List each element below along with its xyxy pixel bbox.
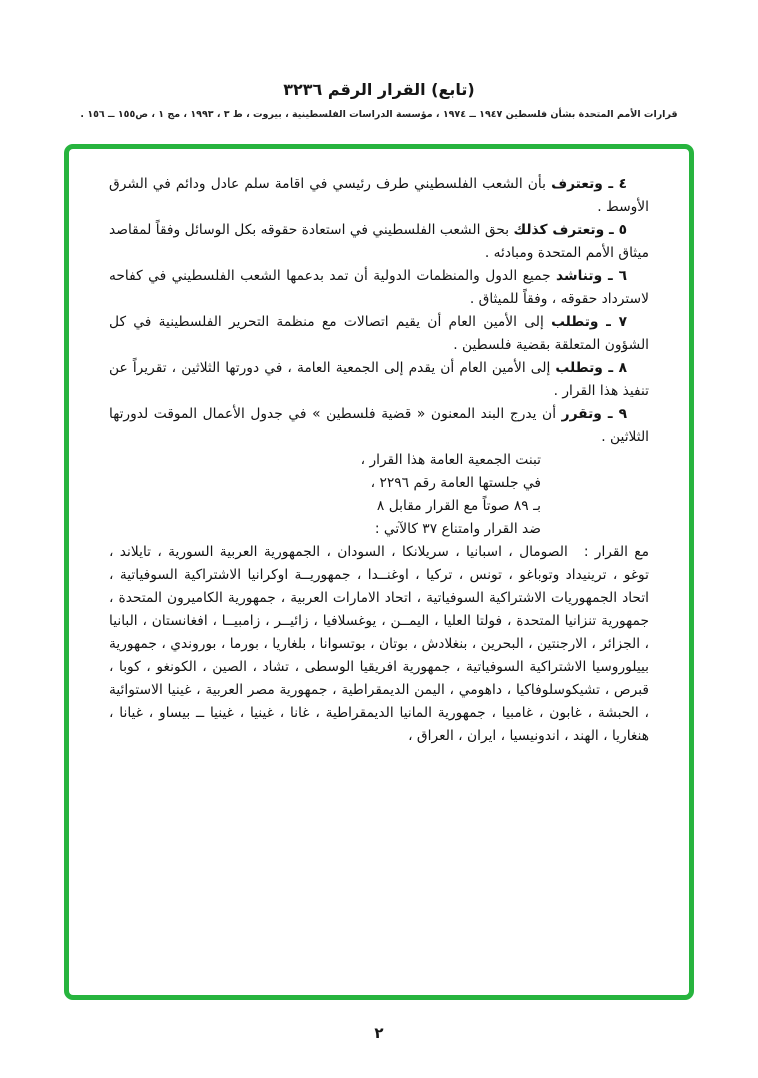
adoption-line-1: تبنت الجمعية العامة هذا القرار ، (360, 452, 541, 468)
resolution-body (109, 173, 649, 748)
paragraph-4-text: بأن الشعب الفلسطيني طرف رئيسي في اقامة سلم عادل ودائم في الشرق الأوسط . (109, 176, 649, 215)
adoption-line-3: بـ ٨٩ صوتاً مع القرار مقابل ٨ (376, 498, 541, 514)
document-header (0, 0, 758, 120)
paragraph-9 (109, 403, 649, 449)
resolution-title: (تابع) القرار الرقم ٣٢٣٦ (283, 80, 475, 99)
paragraph-5-text: بحق الشعب الفلسطيني في استعادة حقوقه بكل الوسائل وفقاً لمقاصد ميثاق الأمم المتحدة ومبادئه . (109, 222, 649, 261)
paragraph-9-lead: ٩ ـ وتقرر (561, 406, 627, 422)
paragraph-4-lead: ٤ ـ وتعترف (551, 176, 628, 192)
paragraph-8 (109, 357, 649, 403)
paragraph-6-lead: ٦ ـ وتناشد (556, 268, 627, 284)
page-number: ٢ (374, 1024, 384, 1042)
citation-line: قرارات الأمم المتحدة بشأن فلسطين ١٩٤٧ ــ ١٩٧٤ ، مؤسسة الدراسات الفلسطينية ، بيروت ، ط ٣ ، ١٩٩٣ ، مج ١ ، ص١٥٥ ــ ١٥٦ . (80, 109, 678, 120)
paragraph-4 (109, 173, 649, 219)
adoption-block (109, 449, 541, 541)
paragraph-8-lead: ٨ ـ وتطلب (555, 360, 627, 376)
paragraph-6 (109, 265, 649, 311)
paragraph-7-lead: ٧ ـ وتطلب (551, 314, 627, 330)
vote-paragraph (109, 541, 649, 748)
green-content-frame (64, 144, 694, 1000)
vote-label: مع القرار : (583, 544, 649, 560)
paragraph-8-text: إلى الأمين العام أن يقدم إلى الجمعية العامة ، في دورتها الثلاثين ، تقريراً عن تنفيذ هذا القرار . (109, 360, 649, 399)
adoption-line-4: ضد القرار وامتناع ٣٧ كالآتي : (374, 521, 541, 537)
adoption-line-2: في جلستها العامة رقم ٢٢٩٦ ، (370, 475, 541, 491)
paragraph-7-text: إلى الأمين العام أن يقيم اتصالات مع منظمة التحرير الفلسطينية في كل الشؤون المتعلقة بقضية فلسطين . (109, 314, 649, 353)
vote-countries: الصومال ، اسبانيا ، سريلانكا ، السودان ، الجمهورية العربية السورية ، تايلاند ، توغو ، ترينيداد وتوباغو ، تونس ، تركيا ، اوغنــدا ، جمهوريــة اوكرانيا الاشتراكية السوفياتية ، اتحاد الجمهوريات الاشتراكية السوفياتية ، اتحاد الامارات العربية ، جمهورية الكاميرون المتحدة ، جمهورية تنزانيا المتحدة ، فولتا العليا ، اليمــن ، يوغسلافيا ، زائيــر ، زامبيــا ، افغانستان ، البانيا ، الجزائر ، الارجنتين ، البحرين ، بنغلادش ، بوتان ، بوتسوانا ، بلغاريا ، بورما ، بوروندي ، جمهورية بييلوروسيا الاشتراكية السوفياتية ، جمهورية افريقيا الوسطى ، تشاد ، الصين ، الكونغو ، كوبا ، قبرص ، تشيكوسلوفاكيا ، داهومي ، اليمن الديمقراطية ، جمهورية مصر العربية ، غينيا الاستوائية ، الحبشة ، غابون ، غامبيا ، جمهورية المانيا الديمقراطية ، غانا ، غينيا ، غينيا ــ بيساو ، غيانا ، هنغاريا ، الهند ، اندونيسيا ، ايران ، العراق ، (109, 544, 649, 744)
paragraph-9-text: أن يدرج البند المعنون « قضية فلسطين » في جدول الأعمال الموقت لدورتها الثلاثين . (109, 406, 649, 445)
paragraph-5-lead: ٥ ـ وتعترف كذلك (513, 222, 627, 238)
paragraph-6-text: جميع الدول والمنظمات الدولية أن تمد بدعمها الشعب الفلسطيني في كفاحه لاسترداد حقوقه ، وفقاً للميثاق . (109, 268, 649, 307)
paragraph-5 (109, 219, 649, 265)
paragraph-7 (109, 311, 649, 357)
